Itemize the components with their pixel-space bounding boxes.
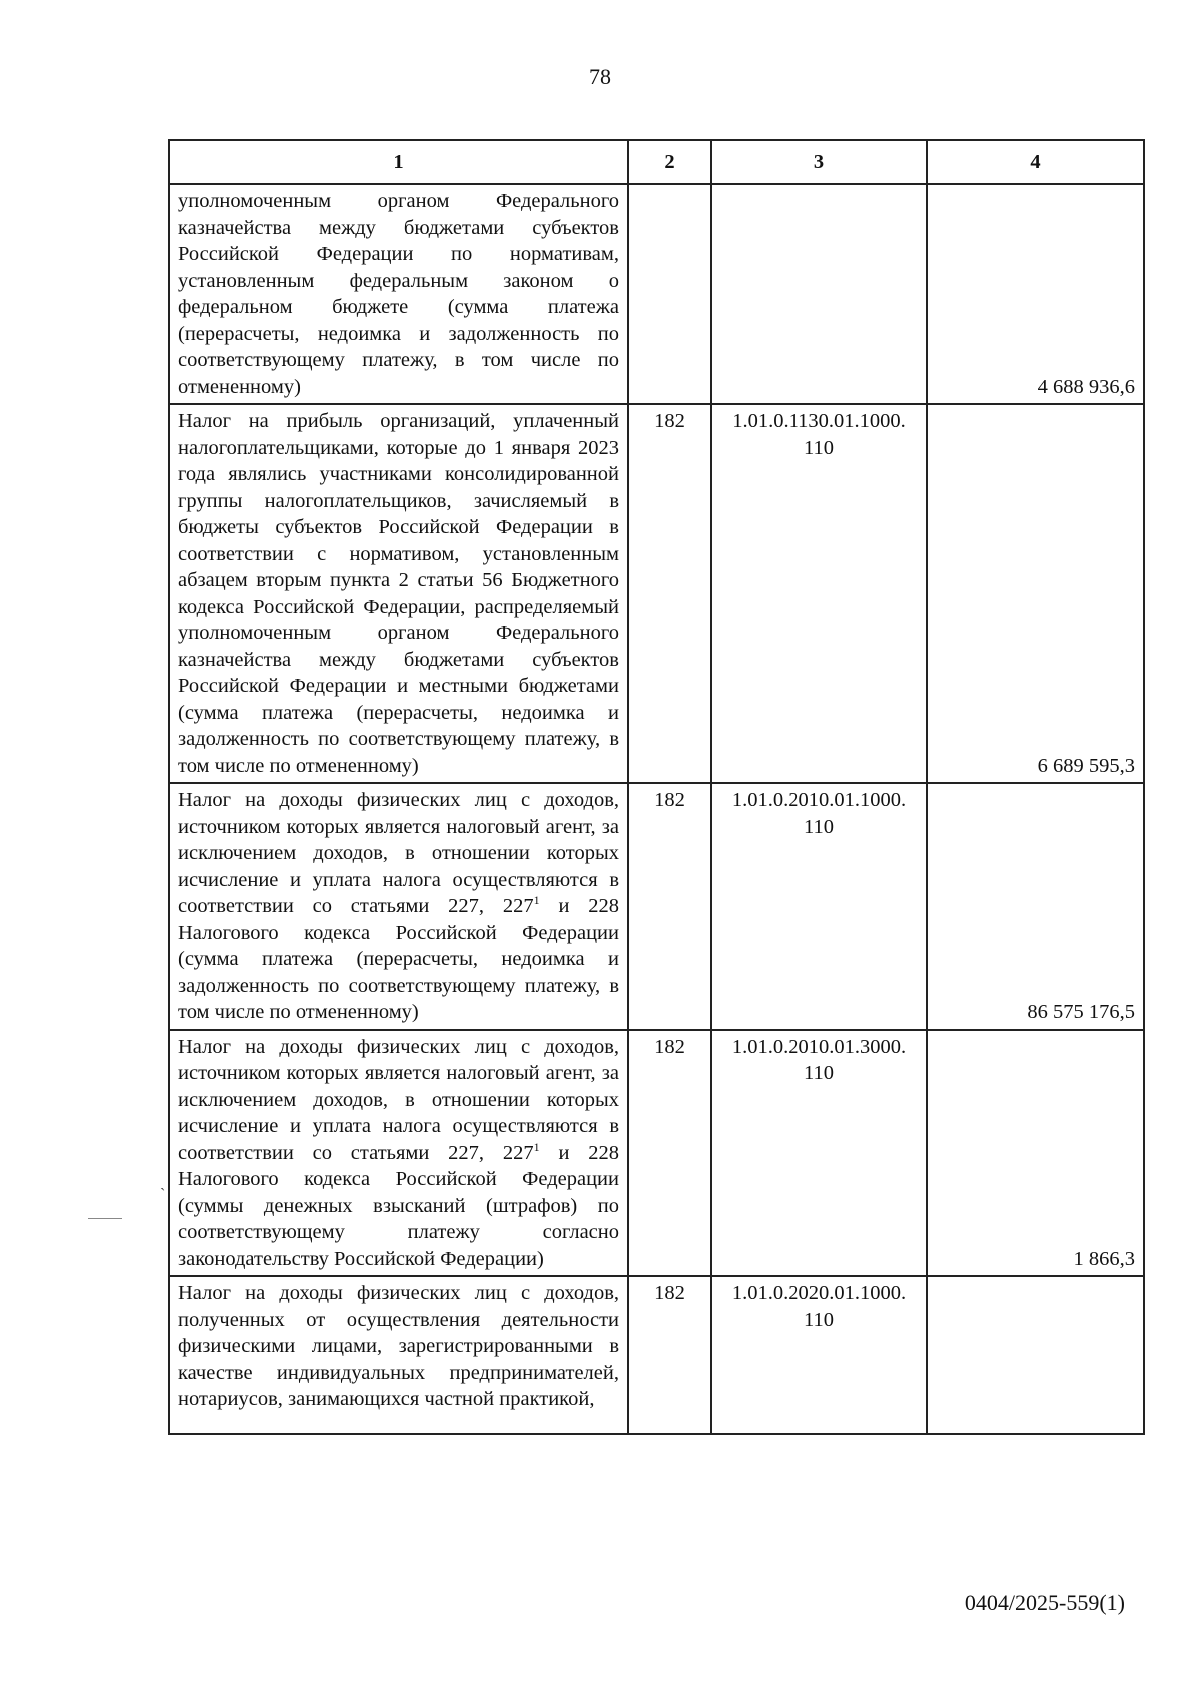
row-admin-code: 182	[628, 404, 711, 783]
table-row	[169, 404, 1144, 783]
description-text-start: Налог на доходы физических лиц с доходов, источником которых является налоговый агент, за исключением доходов, в отношении которых исчисление и уплата налога осуществляются в соответствии со статьями 227, 227	[178, 789, 619, 917]
column-header-4: 4	[927, 140, 1144, 184]
row-amount: 1 866,3	[927, 1030, 1144, 1277]
table-row	[169, 184, 1144, 404]
row-description	[169, 1030, 628, 1277]
description-text-end: и 228 Налогового кодекса Российской Федерации (сумма платежа (перерасчеты, недоимка и задолженность по соответствующему платежу, в том числе по отмененному)	[178, 895, 619, 1023]
row-kbk-code: 1.01.0.1130.01.1000. 110	[711, 404, 927, 783]
row-amount: 6 689 595,3	[927, 404, 1144, 783]
row-admin-code	[628, 184, 711, 404]
margin-line	[88, 1218, 122, 1219]
table-header-row	[169, 140, 1144, 184]
row-amount: 4 688 936,6	[927, 184, 1144, 404]
row-description	[169, 783, 628, 1030]
row-amount	[927, 1276, 1144, 1434]
table-row	[169, 1030, 1144, 1277]
table-row	[169, 783, 1144, 1030]
document-code: 0404/2025-559(1)	[964, 1590, 1125, 1615]
row-description: Налог на доходы физических лиц с доходов, полученных от осуществления деятельности физическими лицами, зарегистрированными в качестве индивидуальных предпринимателей, нотариусов, занимающихся частной практикой,	[169, 1276, 628, 1434]
page-number: 78	[589, 64, 611, 89]
row-admin-code: 182	[628, 1276, 711, 1434]
row-amount: 86 575 176,5	[927, 783, 1144, 1030]
margin-mark: `	[160, 1186, 166, 1203]
revenue-table	[168, 139, 1145, 1435]
row-description: уполномоченным органом Федерального казначейства между бюджетами субъектов Российской Федерации по нормативам, установленным федеральным законом о федеральном бюджете (сумма платежа (перерасчеты, недоимка и задолженность по соответствующему платежу, в том числе по отмененному)	[169, 184, 628, 404]
article-superscript: 1	[533, 1139, 540, 1154]
column-header-2: 2	[628, 140, 711, 184]
description-text-start: Налог на доходы физических лиц с доходов, источником которых является налоговый агент, за исключением доходов, в отношении которых исчисление и уплата налога осуществляются в соответствии со статьями 227, 227	[178, 1035, 619, 1164]
row-admin-code: 182	[628, 1030, 711, 1277]
description-text-end: и 228 Налогового кодекса Российской Федерации (суммы денежных взысканий (штрафов) по соответствующему платежу согласно законодательству Российской Федерации)	[178, 1141, 619, 1270]
row-kbk-code: 1.01.0.2010.01.3000. 110	[711, 1030, 927, 1277]
row-kbk-code: 1.01.0.2020.01.1000. 110	[711, 1276, 927, 1434]
article-superscript: 1	[533, 893, 540, 908]
column-header-1: 1	[169, 140, 628, 184]
row-kbk-code	[711, 184, 927, 404]
row-kbk-code: 1.01.0.2010.01.1000. 110	[711, 783, 927, 1030]
row-admin-code: 182	[628, 783, 711, 1030]
column-header-3: 3	[711, 140, 927, 184]
table-row	[169, 1276, 1144, 1434]
row-description: Налог на прибыль организаций, уплаченный налогоплательщиками, которые до 1 января 2023 года являлись участниками консолидированной группы налогоплательщиков, зачисляемый в бюджеты субъектов Российской Федерации в соответствии с нормативом, установленным абзацем вторым пункта 2 статьи 56 Бюджетного кодекса Российской Федерации, распределяемый уполномоченным органом Федерального казначейства между бюджетами субъектов Российской Федерации и местными бюджетами (сумма платежа (перерасчеты, недоимка и задолженность по соответствующему платежу, в том числе по отмененному)	[169, 404, 628, 783]
